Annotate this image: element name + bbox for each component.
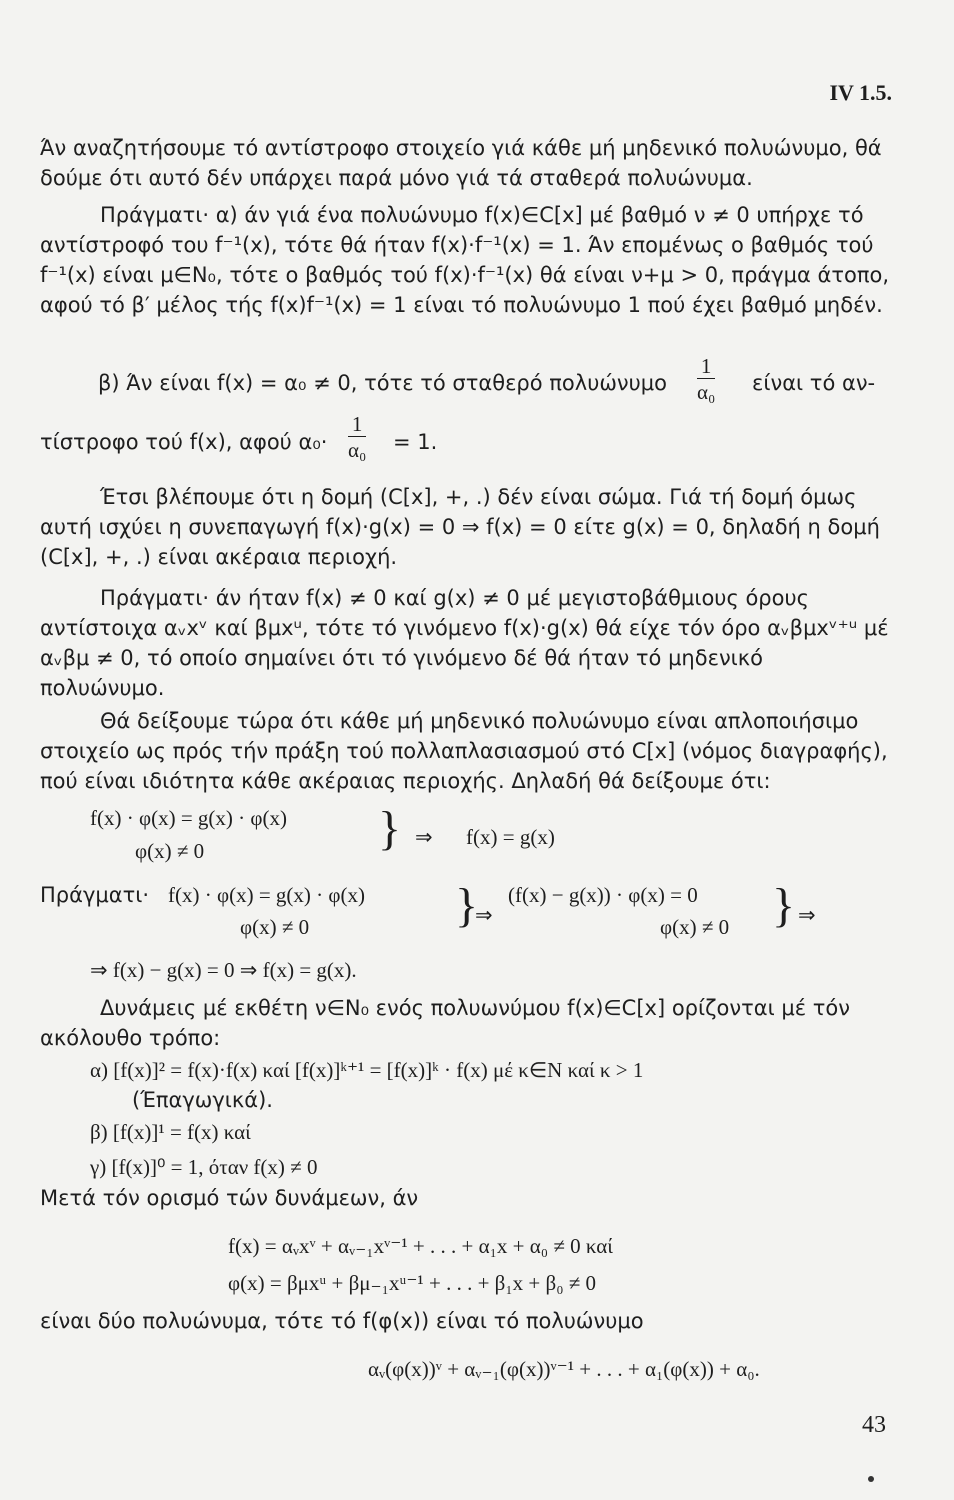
power-def-a: α) [f(x)]² = f(x)·f(x) καί [f(x)]ᵏ⁺¹ = [f(x)]ᵏ · f(x) μέ κ∈N καί κ > 1 [90,1058,644,1082]
fraction-check-numerator: 1 [348,412,366,437]
paragraph-inverse-intro: Άν αναζητήσουμε τό αντίστροφο στοιχείο γιά κάθε μή μηδενικό πολυώνυμο, θά δούμε ότι αυτό δέν υπάρχει παρά μόνο γιά τά σταθερά πολυώνυμα. [40,136,882,190]
power-def-b: β) [f(x)]¹ = f(x) καί [90,1120,251,1144]
power-def-a-note: (Έπαγωγικά). [132,1088,273,1112]
brace-right-3: } [772,879,796,932]
paragraph-composition: είναι δύο πολυώνυμα, τότε τό f(φ(x)) είναι τό πολυώνυμο [40,1309,644,1333]
brace-right-1: } [378,802,402,855]
paragraph-powers: Δυνάμεις μέ εκθέτη ν∈N₀ ενός πολυωνύμου f(x)∈C[x] ορίζονται μέ τόν ακόλουθο τρόπο: [40,996,850,1050]
polynomial-f: f(x) = αᵥxᵛ + αᵥ₋₁xᵛ⁻¹ + . . . + α₁x + α₀ ≠ 0 καί [228,1234,613,1258]
paragraph-proof-b-line2: τίστροφο τού f(x), αφού α₀· [40,430,328,454]
paragraph-proof-domain: Πράγματι· άν ήταν f(x) ≠ 0 καί g(x) ≠ 0 μέ μεγιστοβάθμιους όρους αντίστοιχα αᵥxᵛ καί βμxᵘ, τότε τό γινόμενο f(x)·g(x) θά είχε τόν όρο αᵥβμxᵛ⁺ᵘ μέ αᵥβμ ≠ 0, τό οποίο σημαίνει ότι τό γινόμενο δέ θά ήταν τό μηδενικό πολυώνυμο. [40,586,889,700]
power-def-c: γ) [f(x)]⁰ = 1, όταν f(x) ≠ 0 [90,1155,318,1179]
implies-arrow-1: ⇒ [415,825,433,849]
proof-step-4: φ(x) ≠ 0 [660,915,730,939]
brace-right-2: } [455,879,479,932]
implies-arrow-3: ⇒ [798,903,816,927]
fraction-inverse [697,354,715,405]
cancellation-hyp-1: f(x) · φ(x) = g(x) · φ(x) [90,806,288,830]
paragraph-proof-b-line2-end: = 1. [393,430,438,454]
fraction-inverse-numerator: 1 [697,354,715,379]
paragraph-composition-intro: Μετά τόν ορισμό τών δυνάμεων, άν [40,1186,419,1210]
fraction-check-denominator: α₀ [348,438,367,462]
paragraph-proof-b-line1-end: είναι τό αν- [752,371,876,395]
proof-lead: Πράγματι· [40,883,150,907]
implies-arrow-2: ⇒ [475,903,493,927]
fraction-inverse-denominator: α₀ [697,380,716,404]
page-number: 43 [862,1412,886,1438]
composition-formula: αᵥ(φ(x))ᵛ + αᵥ₋₁(φ(x))ᵛ⁻¹ + . . . + α₁(φ(x)) + α₀. [368,1357,760,1381]
fraction-check [348,412,366,463]
cancellation-hyp-2: φ(x) ≠ 0 [135,839,205,863]
proof-step-2: φ(x) ≠ 0 [240,915,310,939]
section-number: IV 1.5. [829,80,892,105]
ink-dot [868,1476,874,1482]
paragraph-integral-domain: Έτσι βλέπουμε ότι η δομή (C[x], +, .) δέν είναι σώμα. Γιά τή δομή όμως αυτή ισχύει η συνεπαγωγή f(x)·g(x) = 0 ⇒ f(x) = 0 είτε g(x) = 0, δηλαδή η δομή (C[x], +, .) είναι ακέραια περιοχή. [40,485,880,569]
polynomial-phi: φ(x) = βμxᵘ + βμ₋₁xᵘ⁻¹ + . . . + β₁x + β₀ ≠ 0 [228,1271,597,1295]
proof-step-1: f(x) · φ(x) = g(x) · φ(x) [168,883,366,907]
paragraph-proof-b-line1: β) Άν είναι f(x) = α₀ ≠ 0, τότε τό σταθερό πολυώνυμο [98,371,668,395]
paragraph-cancellation: Θά δείξουμε τώρα ότι κάθε μή μηδενικό πολυώνυμο είναι απλοποιήσιμο στοιχείο ως πρός τήν πράξη τού πολλαπλασιασμού στό C[x] (νόμος διαγραφής), πού είναι ιδιότητα κάθε ακέραιας περιοχής. Δηλαδή θά δείξουμε ότι: [40,709,888,793]
paragraph-proof-a: Πράγματι· α) άν γιά ένα πολυώνυμο f(x)∈C[x] μέ βαθμό ν ≠ 0 υπήρχε τό αντίστροφό του f⁻¹(x), τότε θά ήταν f(x)·f⁻¹(x) = 1. Άν επομένως ο βαθμός τού f⁻¹(x) είναι μ∈N₀, τότε ο βαθμός τού f(x)·f⁻¹(x) θά είναι ν+μ > 0, πράγμα άτοπο, αφού τό β′ μέλος τής f(x)f⁻¹(x) = 1 είναι τό πολυώνυμο 1 πού έχει βαθμό μηδέν. [40,203,890,317]
proof-step-3: (f(x) − g(x)) · φ(x) = 0 [508,883,698,907]
proof-final: ⇒ f(x) − g(x) = 0 ⇒ f(x) = g(x). [90,958,357,982]
cancellation-conclusion: f(x) = g(x) [466,825,555,849]
